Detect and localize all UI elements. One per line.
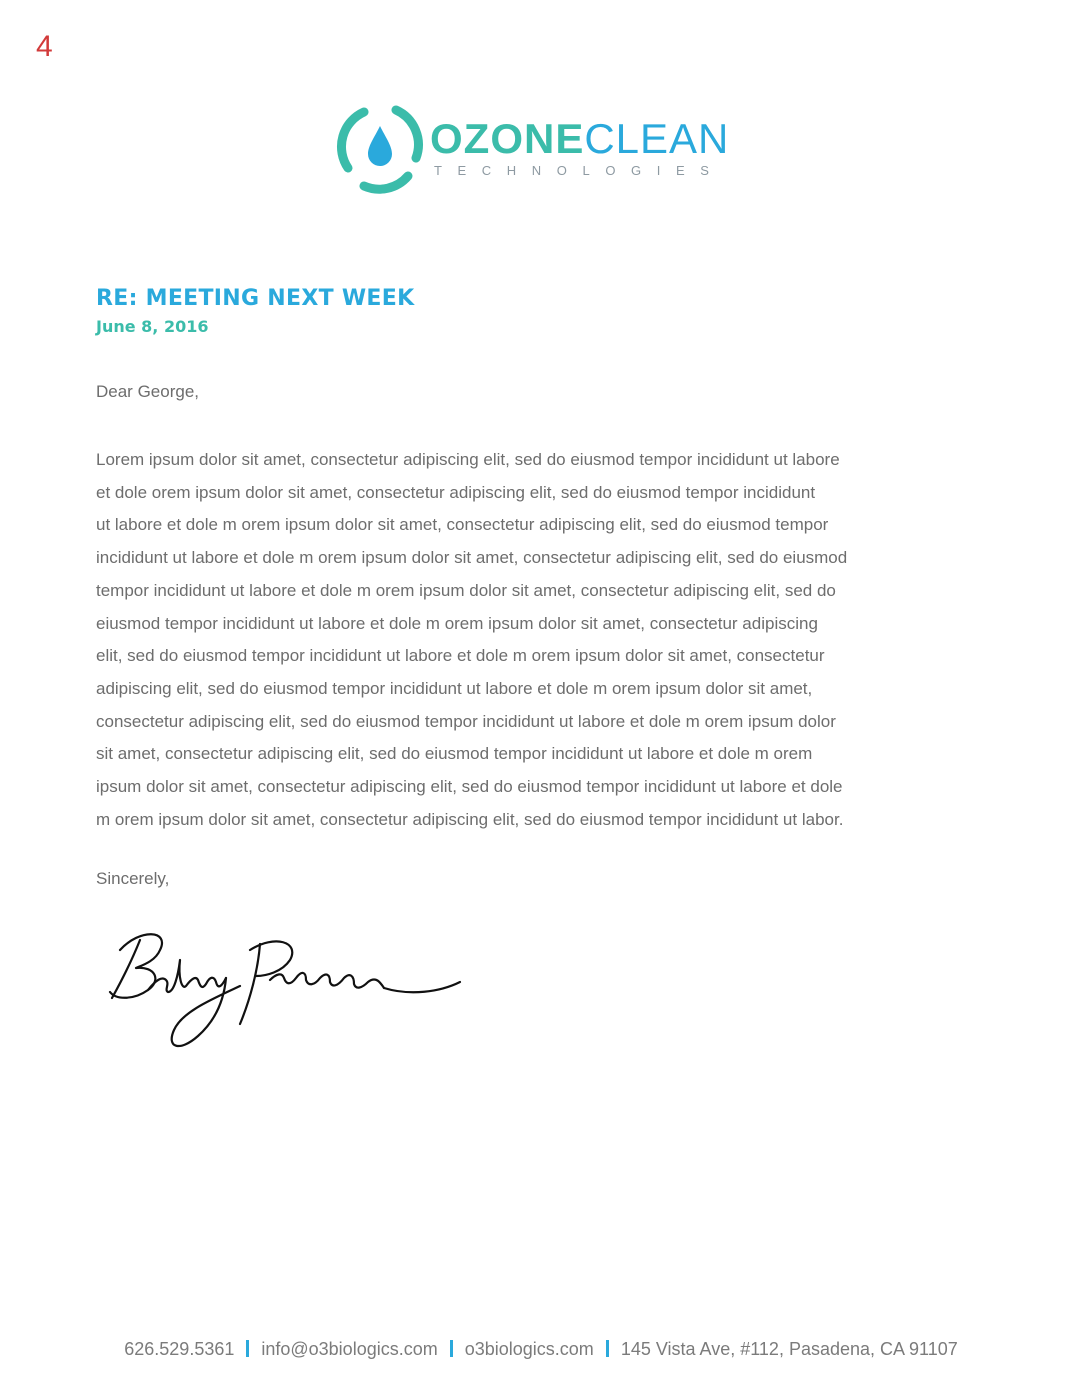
- signature-icon: [100, 920, 470, 1065]
- letter-subject: RE: MEETING NEXT WEEK: [96, 286, 415, 311]
- body-line: eiusmod tempor incididunt ut labore et dole m orem ipsum dolor sit amet, consectetur adipiscing: [96, 613, 818, 633]
- letter-date: June 8, 2016: [96, 317, 209, 336]
- body-line: incididunt ut labore et dole m orem ipsum dolor sit amet, consectetur adipiscing elit, sed do eiusmod: [96, 548, 848, 568]
- body-line: sit amet, consectetur adipiscing elit, sed do eiusmod tempor incididunt ut labore et dole m orem: [96, 744, 813, 764]
- body-line: tempor incididunt ut labore et dole m orem ipsum dolor sit amet, consectetur adipiscing elit, sed do: [96, 580, 836, 600]
- page-number: 4: [36, 30, 53, 63]
- body-line: et dole orem ipsum dolor sit amet, consectetur adipiscing elit, sed do eiusmod tempor incididunt: [96, 482, 816, 502]
- footer-address: 145 Vista Ave, #112, Pasadena, CA 91107: [620, 1339, 958, 1359]
- footer-contact: [0, 1339, 1082, 1360]
- footer-email[interactable]: info@o3biologics.com: [261, 1339, 438, 1359]
- letter-salutation: Dear George,: [96, 382, 199, 401]
- company-logo: [334, 100, 729, 194]
- footer-website[interactable]: o3biologics.com: [464, 1339, 594, 1359]
- body-line: ipsum dolor sit amet, consectetur adipiscing elit, sed do eiusmod tempor incididunt ut labore et dole: [96, 777, 843, 797]
- footer-separator: [450, 1340, 453, 1357]
- body-line: ut labore et dole m orem ipsum dolor sit amet, consectetur adipiscing elit, sed do eiusmod tempor: [96, 515, 829, 535]
- body-line: Lorem ipsum dolor sit amet, consectetur adipiscing elit, sed do eiusmod tempor incididunt ut labore: [96, 450, 840, 469]
- letter-body: [96, 444, 991, 836]
- logo-word-ozone: OZONE: [430, 114, 585, 162]
- body-line: consectetur adipiscing elit, sed do eiusmod tempor incididunt ut labore et dole m orem ipsum dolor: [96, 711, 836, 731]
- footer-phone: 626.529.5361: [124, 1339, 235, 1359]
- footer-separator: [246, 1340, 249, 1357]
- body-line: adipiscing elit, sed do eiusmod tempor incididunt ut labore et dole m orem ipsum dolor sit amet,: [96, 678, 813, 698]
- logo-tagline: TECHNOLOGIES: [434, 162, 725, 178]
- logo-word-clean: CLEAN: [584, 114, 730, 162]
- body-line: elit, sed do eiusmod tempor incididunt ut labore et dole m orem ipsum dolor sit amet, consectetur: [96, 646, 825, 666]
- footer-separator: [606, 1340, 609, 1357]
- logo-emblem-icon: [334, 100, 424, 194]
- letter-closing: Sincerely,: [96, 869, 170, 888]
- body-line: m orem ipsum dolor sit amet, consectetur adipiscing elit, sed do eiusmod tempor incididunt ut labor.: [96, 809, 844, 829]
